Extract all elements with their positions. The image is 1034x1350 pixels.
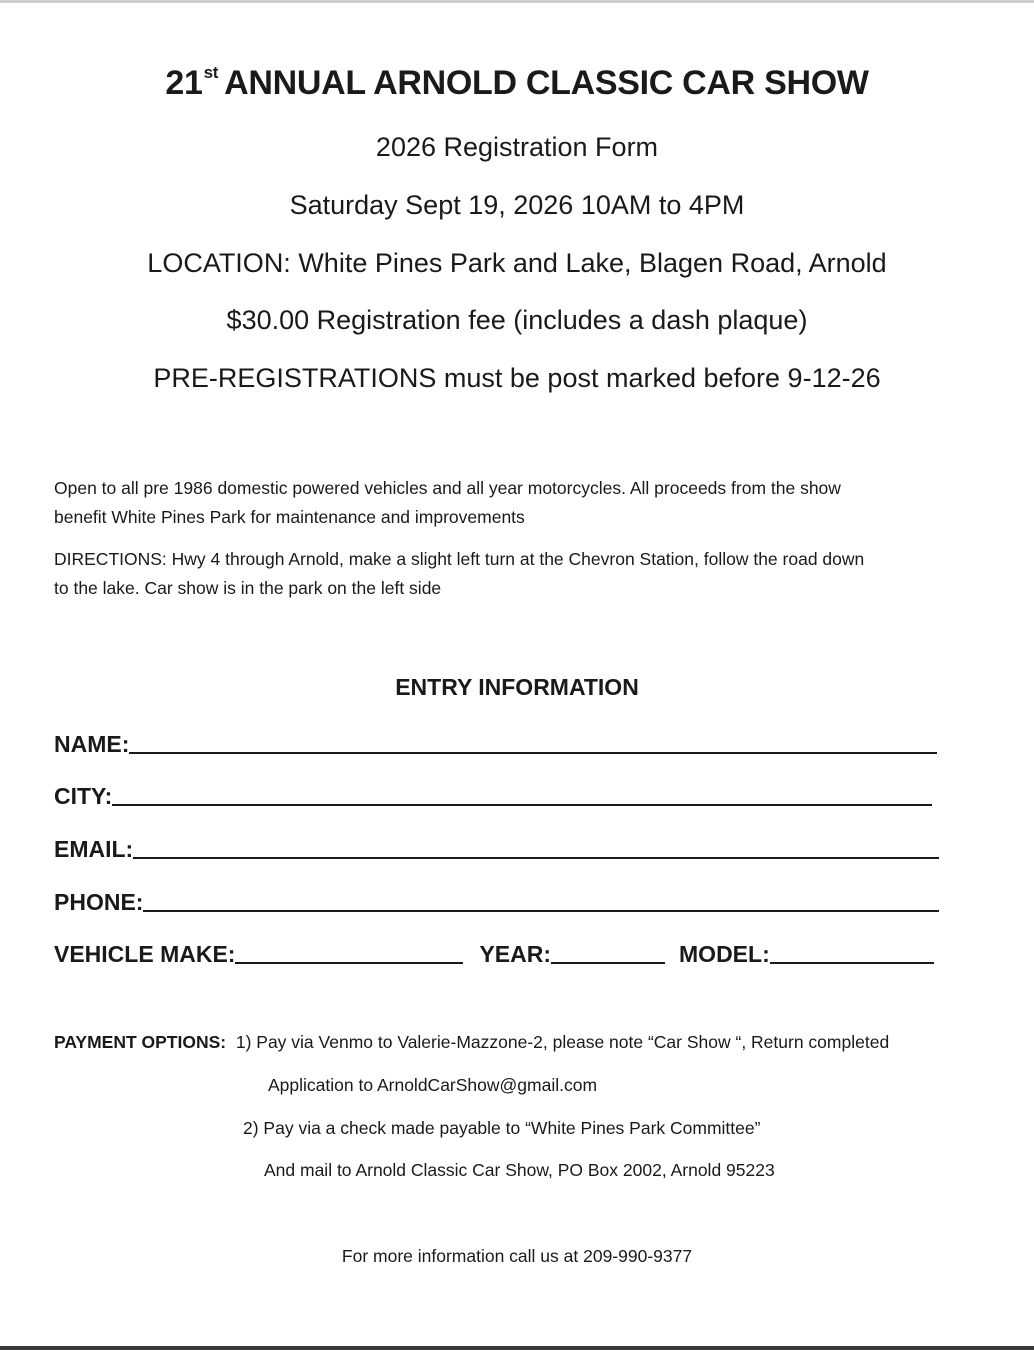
title-number: 21	[165, 64, 203, 102]
event-location: LOCATION: White Pines Park and Lake, Blagen Road, Arnold	[147, 248, 887, 278]
city-label: CITY:	[54, 783, 113, 809]
city-blank-line[interactable]	[112, 804, 932, 806]
preregistration-deadline: PRE-REGISTRATIONS must be post marked before 9-12-26	[153, 363, 881, 393]
payment-options-label: PAYMENT OPTIONS:	[54, 1032, 227, 1052]
form-subtitle: 2026 Registration Form	[375, 132, 659, 162]
directions-line: to the lake. Car show is in the park on the left side	[54, 578, 442, 598]
phone-label: PHONE:	[54, 889, 144, 915]
eligibility-line: benefit White Pines Park for maintenance and improvements	[54, 507, 525, 527]
email-label: EMAIL:	[54, 836, 134, 862]
top-border	[0, 0, 1034, 3]
city-field-row	[54, 778, 932, 810]
page-title	[0, 64, 1034, 103]
eligibility-paragraph	[54, 474, 984, 532]
name-blank-line[interactable]	[129, 752, 937, 754]
contact-info: For more information call us at 209-990-9377	[341, 1246, 693, 1266]
eligibility-line: Open to all pre 1986 domestic powered vehicles and all year motorcycles. All proceeds from the show	[54, 478, 841, 498]
payment-option-1-text: 1) Pay via Venmo to Valerie-Mazzone-2, please note “Car Show “, Return completed	[235, 1032, 890, 1052]
model-blank-line[interactable]	[770, 962, 934, 964]
phone-field-row	[54, 884, 939, 916]
vehicle-field-row	[54, 936, 934, 968]
phone-blank-line[interactable]	[143, 910, 939, 912]
vehicle-make-label: VEHICLE MAKE:	[54, 941, 236, 967]
email-blank-line[interactable]	[133, 857, 939, 859]
bottom-border	[0, 1346, 1034, 1350]
name-label: NAME:	[54, 731, 130, 757]
payment-option-2-address: And mail to Arnold Classic Car Show, PO Box 2002, Arnold 95223	[264, 1160, 775, 1180]
year-blank-line[interactable]	[551, 962, 665, 964]
vehicle-make-blank-line[interactable]	[235, 962, 463, 964]
title-ordinal-suffix: st	[203, 62, 219, 82]
payment-option-1-email: Application to ArnoldCarShow@gmail.com	[268, 1075, 598, 1095]
directions-line: DIRECTIONS: Hwy 4 through Arnold, make a slight left turn at the Chevron Station, follow the road down	[54, 549, 865, 569]
directions-paragraph	[54, 545, 984, 603]
email-field-row	[54, 831, 939, 863]
registration-fee: $30.00 Registration fee (includes a dash plaque)	[226, 305, 808, 335]
payment-option-2-text: 2) Pay via a check made payable to “White Pines Park Committee”	[243, 1118, 761, 1138]
event-date: Saturday Sept 19, 2026 10AM to 4PM	[289, 190, 745, 220]
name-field-row	[54, 726, 937, 758]
payment-option-1-line	[54, 1032, 889, 1053]
entry-information-heading: ENTRY INFORMATION	[395, 674, 639, 700]
model-label: MODEL:	[679, 941, 770, 967]
year-label: YEAR:	[479, 941, 552, 967]
title-text: ANNUAL ARNOLD CLASSIC CAR SHOW	[224, 64, 869, 102]
